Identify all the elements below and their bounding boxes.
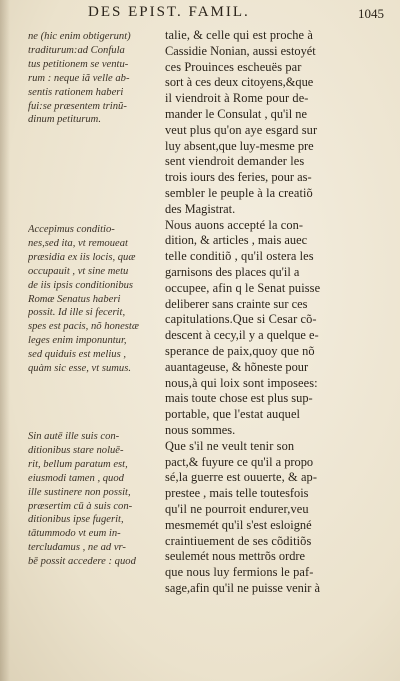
text-line: pact,& fuyure ce qu'il a propo	[165, 454, 314, 469]
margin-line: traditurum:ad Confula	[28, 44, 125, 56]
margin-line: tus petitionem se ventu-	[28, 58, 129, 70]
text-line: dition, & articles , mais auec	[165, 233, 308, 248]
margin-line: tātummodo vt eum in-	[28, 528, 121, 540]
margin-line: occupauit , vt sine metu	[28, 265, 129, 277]
text-line: deliberer sans crainte sur ces	[165, 296, 308, 311]
text-line: qu'il ne pourroit endurer,veu	[165, 501, 309, 516]
margin-line: Romæ Senatus haberi	[28, 293, 121, 305]
running-head: DES EPIST. FAMIL.	[88, 4, 250, 20]
margin-line: ditionibus ipse fugerit,	[28, 514, 124, 526]
margin-line: ne (hic enim obtigerunt)	[28, 31, 131, 42]
text-line: mesmemét qu'il s'est esloigné	[165, 517, 312, 532]
main-text-column	[165, 28, 390, 597]
text-line: Que s'il ne veult tenir son	[165, 438, 295, 453]
text-line: portable, que l'estat auquel	[165, 407, 301, 422]
margin-line: ille sustinere non possit,	[28, 486, 131, 498]
text-line: prestee , mais telle toutesfois	[165, 486, 309, 501]
page-number: 1045	[358, 6, 384, 21]
text-line: des Magistrat.	[165, 201, 236, 216]
text-line: occupee, afin q le Senat puisse	[165, 280, 321, 295]
text-line: luy absent,que luy-mesme pre	[165, 138, 314, 153]
margin-line: tercludamus , ne ad vr-	[28, 542, 126, 554]
margin-line: bē possit accedere : quod	[28, 556, 136, 568]
margin-line: quàm sic esse, vt sumus.	[28, 363, 131, 375]
margin-line: sed quiduis est melius ,	[28, 349, 126, 361]
text-line: nous,à qui loix sont imposees:	[165, 375, 318, 390]
margin-line: præsertim cū à suis con-	[28, 500, 133, 512]
text-line: craintiuement de ses cõditiõs	[165, 533, 312, 548]
text-line: capitulations.Que si Cesar cõ-	[165, 312, 317, 327]
text-line: sé,la guerre est ouuerte, & ap-	[165, 470, 318, 485]
margin-line: eiusmodi tamen , quod	[28, 472, 124, 484]
text-line: mais toute chose est plus sup-	[165, 391, 313, 406]
page-header	[0, 4, 400, 24]
margin-line: sentis rationem haberi	[28, 86, 124, 98]
text-line: sage,afin qu'il ne puisse venir à	[165, 580, 321, 595]
text-line: il viendroit à Rome pour de-	[165, 91, 309, 106]
margin-line: nes,sed ita, vt remoueat	[28, 237, 128, 249]
text-line: Nous auons accepté la con-	[165, 217, 304, 232]
margin-line: fui:se præsentem trinũ-	[28, 100, 127, 112]
margin-line: Accepimus conditio-	[28, 224, 115, 235]
text-line: auantageuse, & hõneste pour	[165, 359, 309, 374]
text-line: talie, & celle qui est proche à	[165, 28, 313, 42]
text-line: seulemét nous mettrõs ordre	[165, 549, 306, 564]
text-line: descent à cecy,il y a quelque e-	[165, 328, 319, 343]
margin-line: leges enim imponuntur,	[28, 335, 127, 347]
text-line: ces Prouinces escheuës par	[165, 59, 302, 74]
text-line: garnisons des places qu'il a	[165, 264, 300, 279]
text-line: mander le Consulat , qu'il ne	[165, 106, 307, 121]
margin-line: dinum petiturum.	[28, 114, 101, 126]
marginal-note-1	[28, 30, 162, 127]
text-line: que nous luy fermions le paf-	[165, 565, 314, 580]
text-line: sort à ces deux citoyens,&que	[165, 75, 314, 90]
text-line: nous sommes.	[165, 422, 236, 437]
text-line: sperance de paix,quoy que nõ	[165, 343, 315, 358]
text-line: sembler le peuple à la creatiõ	[165, 185, 313, 200]
margin-line: spes est pacis, nõ honestæ	[28, 321, 139, 333]
margin-line: ditionibus stare noluē-	[28, 444, 124, 456]
text-line: veut plus qu'on aye esgard sur	[165, 122, 318, 137]
marginal-note-2	[28, 223, 162, 376]
margin-line: rum : neque iã velle ab-	[28, 72, 130, 84]
marginal-note-3	[28, 430, 162, 569]
text-line: telle conditiõ , qu'il ostera les	[165, 249, 314, 264]
margin-line: de iis ipsis conditionibus	[28, 279, 134, 291]
margin-line: præsidia ex iis locis, quæ	[28, 251, 136, 263]
text-line: trois iours des feries, pour as-	[165, 170, 312, 185]
gutter-shadow	[0, 0, 10, 681]
margin-line: Sin autē ille suis con-	[28, 431, 120, 442]
text-line: Cassidie Nonian, aussi estoyét	[165, 43, 316, 58]
margin-line: rit, bellum paratum est,	[28, 458, 128, 470]
margin-line: possit. Id ille si fecerit,	[28, 307, 126, 319]
text-line: sent viendroit demander les	[165, 154, 305, 169]
